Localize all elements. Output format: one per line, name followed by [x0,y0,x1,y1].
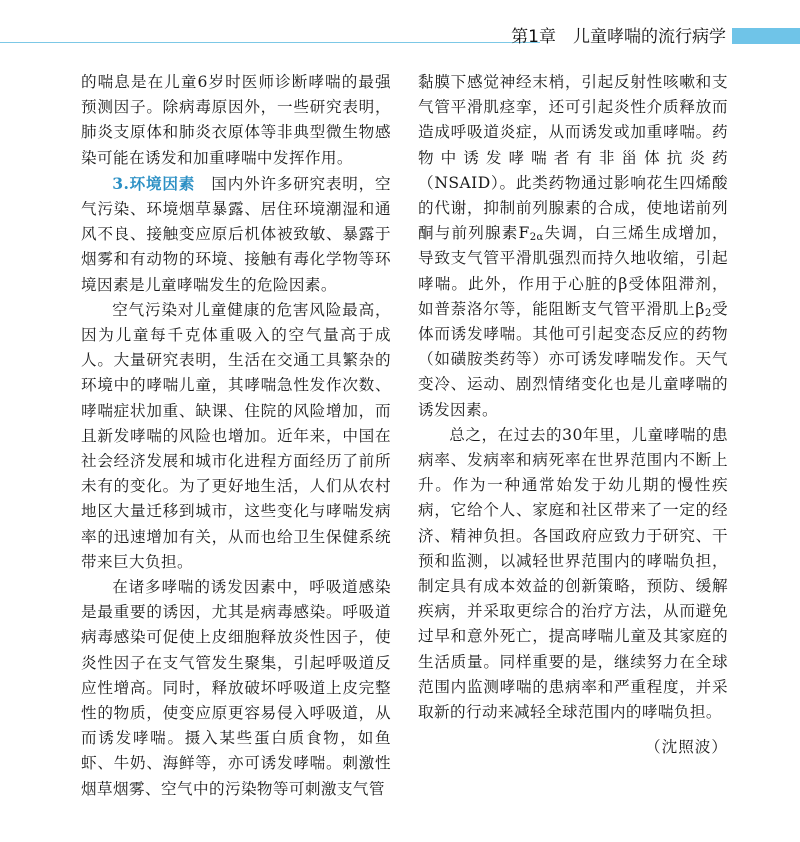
paragraph-text: 受体而诱发哮喘。其他可引起变态反应的药物（如磺胺类药等）亦可诱发哮喘发作。天气变冷、运动、剧烈情绪变化也是儿童哮喘的诱发因素。 [418,299,728,419]
right-column [418,70,728,725]
paragraph: 在诸多哮喘的诱发因素中，呼吸道感染是最重要的诱因，尤其是病毒感染。呼吸道病毒感染可促使上皮细胞释放炎性因子，使炎性因子在支气管发生聚集，引起呼吸道反应性增高。同时，释放破坏呼吸道上皮完整性的物质，使变应原更容易侵入呼吸道，从而诱发哮喘。摄入某些蛋白质食物，如鱼虾、牛奶、海鲜等，亦可诱发哮喘。刺激性烟草烟雾、空气中的污染物等可刺激支气管 [81,578,391,798]
paragraph-text: 国内外许多研究表明，空气污染、环境烟草暴露、居住环境潮湿和通风不良、接触变应原后机体被致敏、暴露于烟雾和有动物的环境、接触有毒化学物等环境因素是儿童哮喘发生的危险因素。 [81,174,391,294]
subscript: 2 [704,307,712,319]
paragraph-text: 黏膜下感觉神经末梢，引起反射性咳嗽和支气管平滑肌痉挛，还可引起炎性介质释放而造成呼吸道炎症，从而诱发或加重哮喘。药物中诱发哮喘者有非甾体抗炎药（NSAID）。此类药物通过影响花生四烯酸的代谢，抑制前列腺素的合成，使地诺前列酮与前列腺素F [418,73,728,243]
header-color-tab [732,28,800,44]
paragraph [418,70,728,423]
page-header [0,0,800,47]
author-signature: （沈照波） [645,738,728,756]
chapter-title: 第1章 儿童哮喘的流行病学 [511,27,726,47]
header-rule [0,42,540,43]
left-column [81,70,391,802]
section-heading: 3.环境因素 [112,173,196,193]
paragraph: 空气污染对儿童健康的危害风险最高，因为儿童每千克体重吸入的空气量高于成人。大量研究表明，生活在交通工具繁杂的环境中的哮喘儿童，其哮喘急性发作次数、哮喘症状加重、缺课、住院的风险增加，而且新发哮喘的风险也增加。近年来，中国在社会经济发展和城市化进程方面经历了前所未有的变化。为了更好地生活，人们从农村地区大量迁移到城市，这些变化与哮喘发病率的迅速增加有关，从而也给卫生保健系统带来巨大负担。 [81,300,391,571]
paragraph: 总之，在过去的30年里，儿童哮喘的患病率、发病率和病死率在世界范围内不断上升。作为一种通常始发于幼儿期的慢性疾病，它给个人、家庭和社区带来了一定的经济、精神负担。各国政府应致力于研究、干预和监测，以减轻世界范围内的哮喘负担，制定具有成本效益的创新策略，预防、缓解疾病，并采取更综合的治疗方法，从而避免过早和意外死亡，提高哮喘儿童及其家庭的生活质量。同样重要的是，继续努力在全球范围内监测哮喘的患病率和严重程度，并采取新的行动来减轻全球范围内的哮喘负担。 [418,425,728,722]
paragraph: 的喘息是在儿童6岁时医师诊断哮喘的最强预测因子。除病毒原因外，一些研究表明，肺炎支原体和肺炎衣原体等非典型微生物感染可能在诱发和加重哮喘中发挥作用。 [81,73,391,167]
paragraph [81,171,391,298]
paragraph-text: 失调，白三烯生成增加，导致支气管平滑肌强烈而持久地收缩，引起哮喘。此外，作用于心脏的β受体阻滞剂，如普萘洛尔等，能阻断支气管平滑肌上β [418,224,728,318]
subscript: 2α [529,232,544,244]
